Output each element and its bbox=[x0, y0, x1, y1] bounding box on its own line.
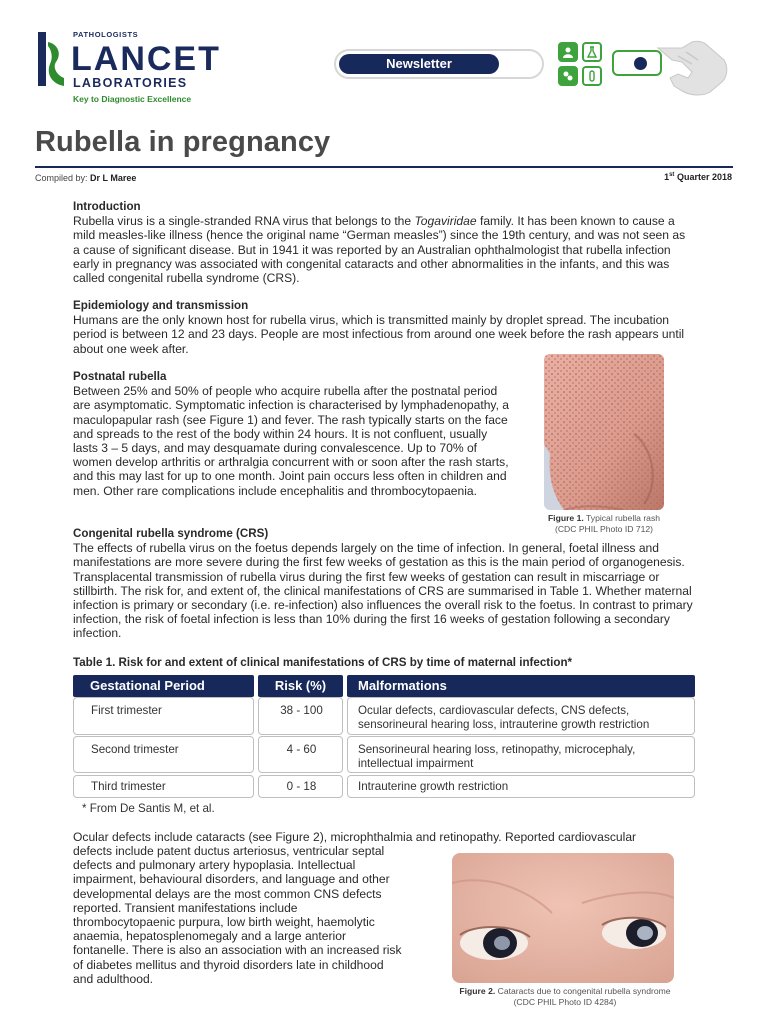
quarter-number: 1 bbox=[664, 172, 670, 182]
logo-lancet-text: LANCET bbox=[71, 40, 221, 78]
table-row3-risk: 0 - 18 bbox=[258, 775, 343, 798]
figure2-cataracts-photo bbox=[452, 853, 674, 983]
title-divider bbox=[35, 166, 733, 168]
table-row1-period: First trimester bbox=[73, 697, 254, 735]
logo-tagline: Key to Diagnostic Excellence bbox=[73, 94, 192, 104]
figure1-label: Figure 1. bbox=[547, 513, 584, 523]
crs-heading: Congenital rubella syndrome (CRS) bbox=[73, 527, 269, 540]
crs-text: The effects of rubella virus on the foetus depends largely on the time of infection. In general, foetal illness and manifestations are more severe during the first few weeks of gestation as this is the main period of organogenesis. Transplacental transmission of rubella virus during the first few weeks of gestation can result in miscarriage or stillbirth. The risk for, and extent of, the clinical manifestations of CRS are summarised in Table 1. Whether maternal infection is primary or secondary (i.e. re-infection) also influences the overall risk to the foetus. In contrast to primary infection, the risk of foetal infection is less than 10% during the first 16 weeks of gestation following a secondary infection. bbox=[73, 541, 693, 641]
ocular-paragraph: defects include patent ductus arteriosus, ventricular septal defects and pulmonary artery hypoplasia. Intellectual impairment, behavioural disorders, and language and other developmental delays are the most common CNS defects reported. Transient manifestations include thrombocytopaenic purpura, low birth weight, haemolytic anaemia, hepatosplenomegaly and a large anterior fontanelle. There is also an association with an increased risk of diabetes mellitus and thyroid disorders late in childhood and adulthood. bbox=[73, 844, 402, 986]
compiled-label: Compiled by: bbox=[35, 173, 88, 183]
cataracts-image bbox=[452, 853, 674, 983]
lancet-logo-mark-icon bbox=[36, 30, 66, 88]
figure2-source: (CDC PHIL Photo ID 4284) bbox=[513, 997, 617, 1007]
table-row2-period: Second trimester bbox=[73, 736, 254, 773]
quarter-suffix: st bbox=[669, 172, 675, 178]
logo-pathologists-text: PATHOLOGISTS bbox=[73, 30, 139, 39]
section-introduction bbox=[73, 200, 693, 285]
introduction-text bbox=[73, 214, 693, 285]
figure2-caption-text: Cataracts due to congenital rubella syndrome bbox=[497, 986, 671, 996]
figure1-rubella-rash-photo bbox=[544, 354, 664, 510]
postnatal-text: Between 25% and 50% of people who acquire rubella after the postnatal period are asymptomatic. Symptomatic infection is characterised by lymphadenopathy, a maculopapular rash (see Figure 1) and fever. The rash typically starts on the face and spreads to the rest of the body within 24 hours. It is not confluent, usually lasts 3 – 5 days, and may desquamate during convalescence. Up to 70% of women develop arthritis or arthralgia concurrent with or soon after the rash starts, and this may last for up to one month. Joint pain occurs less often in children and men. Other rare complications include encephalitis and thrombocytopaenia. bbox=[73, 384, 510, 498]
postnatal-heading: Postnatal rubella bbox=[73, 370, 167, 383]
test-tube-icon bbox=[582, 66, 602, 86]
intro-text-italic: Togaviridae bbox=[414, 214, 477, 229]
header-icon-grid bbox=[558, 42, 604, 88]
hand-icon bbox=[648, 38, 732, 98]
figure1-source: (CDC PHIL Photo ID 712) bbox=[554, 524, 654, 534]
quarter-text: Quarter 2018 bbox=[676, 172, 732, 182]
table-header-gestational-period: Gestational Period bbox=[73, 675, 254, 697]
rubella-rash-image bbox=[544, 354, 664, 510]
epidemiology-heading: Epidemiology and transmission bbox=[73, 299, 249, 312]
intro-text-b: family. It has been known to bbox=[476, 214, 629, 229]
lancet-logo bbox=[36, 30, 221, 108]
intro-text-rest: cause a mild measles-like illness (hence the original name “German measles”) since the 19th century, and was not seen as a cause of significant disease. But in 1941 it was reported by an Australian ophthalmologist that rubella infection early in pregnancy was associated with congenital cataracts and other abnormalities in the infants, and this was called congenital rubella syndrome (CRS). bbox=[73, 214, 686, 286]
issue-quarter bbox=[664, 172, 732, 182]
compiled-by bbox=[35, 173, 136, 183]
table-row1-risk: 38 - 100 bbox=[258, 697, 343, 735]
introduction-heading: Introduction bbox=[73, 200, 141, 213]
table-row2-malformations: Sensorineural hearing loss, retinopathy, microcephaly, intellectual impairment bbox=[347, 736, 695, 773]
epidemiology-text: Humans are the only known host for rubella virus, which is transmitted mainly by droplet spread. The incubation period is between 12 and 23 days. People are most infectious from around one week before the rash appears until about one week after. bbox=[73, 313, 685, 356]
logo-laboratories-text: LABORATORIES bbox=[73, 76, 188, 90]
table-row1-malformations: Ocular defects, cardiovascular defects, CNS defects, sensorineural hearing loss, intrauterine growth restriction bbox=[347, 697, 695, 735]
intro-text-a: Rubella virus is a single-stranded RNA virus that belongs to the bbox=[73, 214, 415, 229]
flask-icon bbox=[582, 42, 602, 62]
figure1-caption-text: Typical rubella rash bbox=[586, 513, 661, 523]
figure2-label: Figure 2. bbox=[459, 986, 496, 996]
newsletter-label: Newsletter bbox=[339, 54, 499, 74]
table-row3-period: Third trimester bbox=[73, 775, 254, 798]
compiled-author: Dr L Maree bbox=[90, 173, 137, 183]
pills-icon bbox=[558, 66, 578, 86]
table-row3-malformations: Intrauterine growth restriction bbox=[347, 775, 695, 798]
section-epidemiology bbox=[73, 299, 695, 356]
table1-caption: Table 1. Risk for and extent of clinical manifestations of CRS by time of maternal infection* bbox=[73, 656, 573, 669]
newsletter-banner bbox=[334, 49, 544, 79]
table-header-risk: Risk (%) bbox=[258, 675, 343, 697]
table-row2-risk: 4 - 60 bbox=[258, 736, 343, 773]
table-header-malformations: Malformations bbox=[347, 675, 695, 697]
section-crs bbox=[73, 527, 697, 641]
page-title: Rubella in pregnancy bbox=[35, 126, 331, 158]
section-postnatal bbox=[73, 370, 511, 498]
figure2-caption bbox=[440, 986, 690, 1008]
person-icon bbox=[558, 42, 578, 62]
ocular-first-line: Ocular defects include cataracts (see Figure 2), microphthalmia and retinopathy. Reported cardiovascular bbox=[73, 830, 637, 844]
table-footnote: * From De Santis M, et al. bbox=[82, 802, 215, 815]
toggle-knob bbox=[634, 57, 647, 70]
